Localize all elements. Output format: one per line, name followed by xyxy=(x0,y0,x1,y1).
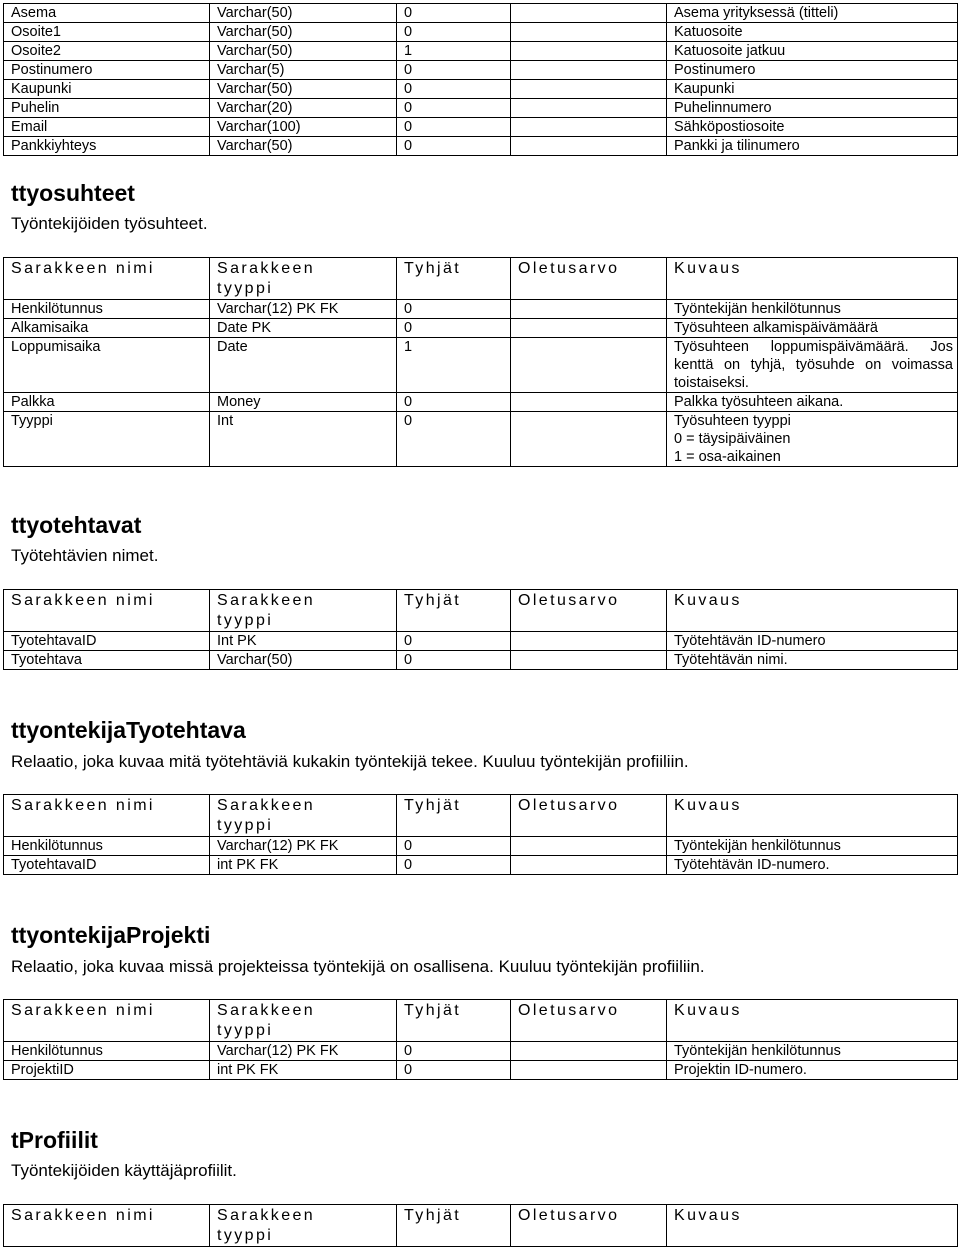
header-description: Kuvaus xyxy=(667,795,958,837)
section-description: Työtehtävien nimet. xyxy=(11,546,159,565)
header-nullable: Tyhjät xyxy=(397,1000,511,1042)
table-row xyxy=(4,1042,958,1061)
column-name-cell: ProjektiID xyxy=(4,1061,210,1080)
table-header xyxy=(4,590,958,632)
column-name-cell: Email xyxy=(4,118,210,137)
description-cell: Kaupunki xyxy=(667,80,958,99)
default-value-cell xyxy=(511,80,667,99)
table-row xyxy=(4,393,958,412)
column-name-cell: Postinumero xyxy=(4,61,210,80)
header-column-name: Sarakkeen nimi xyxy=(4,258,210,300)
column-name-cell: Pankkiyhteys xyxy=(4,137,210,156)
header-column-type: Sarakkeen tyyppi xyxy=(210,590,397,632)
description-cell: Työntekijän henkilötunnus xyxy=(667,837,958,856)
column-name-cell: Tyyppi xyxy=(4,412,210,467)
header-default-value: Oletusarvo xyxy=(511,590,667,632)
section-title: tProfiilit xyxy=(11,1127,98,1153)
header-column-name: Sarakkeen nimi xyxy=(4,590,210,632)
header-column-type: Sarakkeen tyyppi xyxy=(210,1000,397,1042)
column-type-cell: int PK FK xyxy=(210,1061,397,1080)
header-column-type: Sarakkeen tyyppi xyxy=(210,258,397,300)
nullable-cell: 0 xyxy=(397,837,511,856)
default-value-cell xyxy=(511,4,667,23)
column-name-cell: Kaupunki xyxy=(4,80,210,99)
column-type-cell: Varchar(12) PK FK xyxy=(210,837,397,856)
header-row xyxy=(4,795,958,837)
table-ttyontekijaprojekti xyxy=(3,999,958,1080)
header-default-value: Oletusarvo xyxy=(511,795,667,837)
nullable-cell: 0 xyxy=(397,118,511,137)
default-value-cell xyxy=(511,42,667,61)
table-row xyxy=(4,42,958,61)
column-name-cell: Loppumisaika xyxy=(4,338,210,393)
header-column-name: Sarakkeen nimi xyxy=(4,795,210,837)
nullable-cell: 0 xyxy=(397,1042,511,1061)
table-row xyxy=(4,99,958,118)
description-cell: Katuosoite jatkuu xyxy=(667,42,958,61)
header-nullable: Tyhjät xyxy=(397,795,511,837)
nullable-cell: 0 xyxy=(397,632,511,651)
section-description: Relaatio, joka kuvaa missä projekteissa työntekijä on osallisena. Kuuluu työntekijän profiiliin. xyxy=(11,957,705,976)
nullable-cell: 0 xyxy=(397,61,511,80)
section-title: ttyosuhteet xyxy=(11,180,135,206)
section-description: Työntekijöiden työsuhteet. xyxy=(11,214,208,233)
column-type-cell: Date PK xyxy=(210,319,397,338)
nullable-cell: 0 xyxy=(397,319,511,338)
default-value-cell xyxy=(511,837,667,856)
description-cell: Työtehtävän ID-numero. xyxy=(667,856,958,875)
column-name-cell: Henkilötunnus xyxy=(4,1042,210,1061)
table-row xyxy=(4,338,958,393)
header-row xyxy=(4,1205,958,1247)
table-header xyxy=(4,258,958,300)
description-cell: Työntekijän henkilötunnus xyxy=(667,1042,958,1061)
column-name-cell: Osoite2 xyxy=(4,42,210,61)
table-row xyxy=(4,137,958,156)
table-ttyontekijatyotehtava xyxy=(3,794,958,875)
table-row xyxy=(4,300,958,319)
header-nullable: Tyhjät xyxy=(397,258,511,300)
section-title: ttyotehtavat xyxy=(11,512,142,538)
table-row xyxy=(4,319,958,338)
description-cell: Työtehtävän nimi. xyxy=(667,651,958,670)
nullable-cell: 0 xyxy=(397,856,511,875)
nullable-cell: 0 xyxy=(397,4,511,23)
header-description: Kuvaus xyxy=(667,590,958,632)
description-cell: Postinumero xyxy=(667,61,958,80)
nullable-cell: 0 xyxy=(397,80,511,99)
column-name-cell: Henkilötunnus xyxy=(4,837,210,856)
description-cell: Puhelinnumero xyxy=(667,99,958,118)
table-row xyxy=(4,80,958,99)
description-cell: Projektin ID-numero. xyxy=(667,1061,958,1080)
default-value-cell xyxy=(511,118,667,137)
table-ttyotehtavat xyxy=(3,589,958,670)
column-type-cell: Varchar(50) xyxy=(210,42,397,61)
description-cell: Työsuhteen tyyppi 0 = täysipäiväinen 1 = osa-aikainen xyxy=(667,412,958,467)
table-row xyxy=(4,4,958,23)
default-value-cell xyxy=(511,412,667,467)
header-description: Kuvaus xyxy=(667,258,958,300)
nullable-cell: 0 xyxy=(397,99,511,118)
default-value-cell xyxy=(511,1042,667,1061)
column-type-cell: Date xyxy=(210,338,397,393)
header-nullable: Tyhjät xyxy=(397,1205,511,1247)
header-default-value: Oletusarvo xyxy=(511,1205,667,1247)
nullable-cell: 1 xyxy=(397,42,511,61)
column-type-cell: Money xyxy=(210,393,397,412)
description-cell: Pankki ja tilinumero xyxy=(667,137,958,156)
column-type-cell: Int PK xyxy=(210,632,397,651)
description-cell: Työsuhteen loppumispäivämäärä. Jos kenttä on tyhjä, työsuhde on voimassa toistaiseksi. xyxy=(667,338,958,393)
table-body xyxy=(4,4,958,156)
table-row xyxy=(4,651,958,670)
table-body xyxy=(4,837,958,875)
default-value-cell xyxy=(511,319,667,338)
header-column-type: Sarakkeen tyyppi xyxy=(210,795,397,837)
header-nullable: Tyhjät xyxy=(397,590,511,632)
default-value-cell xyxy=(511,393,667,412)
nullable-cell: 0 xyxy=(397,23,511,42)
header-row xyxy=(4,1000,958,1042)
description-cell: Katuosoite xyxy=(667,23,958,42)
default-value-cell xyxy=(511,99,667,118)
default-value-cell xyxy=(511,632,667,651)
default-value-cell xyxy=(511,338,667,393)
column-type-cell: Varchar(50) xyxy=(210,137,397,156)
nullable-cell: 0 xyxy=(397,300,511,319)
column-type-cell: Varchar(50) xyxy=(210,23,397,42)
column-type-cell: Varchar(12) PK FK xyxy=(210,300,397,319)
column-name-cell: Tyotehtava xyxy=(4,651,210,670)
nullable-cell: 0 xyxy=(397,651,511,670)
nullable-cell: 0 xyxy=(397,137,511,156)
column-name-cell: Alkamisaika xyxy=(4,319,210,338)
header-description: Kuvaus xyxy=(667,1000,958,1042)
table-ttyosuhteet xyxy=(3,257,958,467)
default-value-cell xyxy=(511,300,667,319)
default-value-cell xyxy=(511,137,667,156)
section-title: ttyontekijaProjekti xyxy=(11,922,211,948)
description-cell: Työntekijän henkilötunnus xyxy=(667,300,958,319)
column-type-cell: Varchar(5) xyxy=(210,61,397,80)
column-name-cell: TyotehtavaID xyxy=(4,856,210,875)
nullable-cell: 0 xyxy=(397,1061,511,1080)
nullable-cell: 0 xyxy=(397,393,511,412)
table-row xyxy=(4,837,958,856)
table-header xyxy=(4,1000,958,1042)
description-cell: Asema yrityksessä (titteli) xyxy=(667,4,958,23)
table-row xyxy=(4,412,958,467)
default-value-cell xyxy=(511,651,667,670)
column-name-cell: Puhelin xyxy=(4,99,210,118)
column-type-cell: Varchar(50) xyxy=(210,80,397,99)
nullable-cell: 1 xyxy=(397,338,511,393)
column-type-cell: Varchar(50) xyxy=(210,4,397,23)
column-name-cell: Osoite1 xyxy=(4,23,210,42)
column-type-cell: Varchar(50) xyxy=(210,651,397,670)
column-type-cell: Varchar(20) xyxy=(210,99,397,118)
table-body xyxy=(4,1042,958,1080)
table-row xyxy=(4,632,958,651)
header-row xyxy=(4,590,958,632)
description-cell: Palkka työsuhteen aikana. xyxy=(667,393,958,412)
column-name-cell: TyotehtavaID xyxy=(4,632,210,651)
default-value-cell xyxy=(511,856,667,875)
column-type-cell: Varchar(12) PK FK xyxy=(210,1042,397,1061)
nullable-cell: 0 xyxy=(397,412,511,467)
table-body xyxy=(4,632,958,670)
table-row xyxy=(4,61,958,80)
header-row xyxy=(4,258,958,300)
default-value-cell xyxy=(511,1061,667,1080)
table-row xyxy=(4,856,958,875)
default-value-cell xyxy=(511,61,667,80)
header-default-value: Oletusarvo xyxy=(511,1000,667,1042)
column-type-cell: Int xyxy=(210,412,397,467)
description-cell: Sähköpostiosoite xyxy=(667,118,958,137)
description-cell: Työsuhteen alkamispäivämäärä xyxy=(667,319,958,338)
header-column-type: Sarakkeen tyyppi xyxy=(210,1205,397,1247)
header-description: Kuvaus xyxy=(667,1205,958,1247)
header-column-name: Sarakkeen nimi xyxy=(4,1000,210,1042)
column-name-cell: Henkilötunnus xyxy=(4,300,210,319)
column-name-cell: Palkka xyxy=(4,393,210,412)
header-column-name: Sarakkeen nimi xyxy=(4,1205,210,1247)
table-ttyontekijat-continued xyxy=(3,3,958,156)
section-title: ttyontekijaTyotehtava xyxy=(11,717,246,743)
column-name-cell: Asema xyxy=(4,4,210,23)
column-type-cell: int PK FK xyxy=(210,856,397,875)
table-body xyxy=(4,300,958,467)
table-header xyxy=(4,1205,958,1247)
table-row xyxy=(4,23,958,42)
table-row xyxy=(4,1061,958,1080)
description-cell: Työtehtävän ID-numero xyxy=(667,632,958,651)
table-row xyxy=(4,118,958,137)
default-value-cell xyxy=(511,23,667,42)
section-description: Relaatio, joka kuvaa mitä työtehtäviä kukakin työntekijä tekee. Kuuluu työntekijän profiiliin. xyxy=(11,752,689,771)
column-type-cell: Varchar(100) xyxy=(210,118,397,137)
header-default-value: Oletusarvo xyxy=(511,258,667,300)
table-header xyxy=(4,795,958,837)
section-description: Työntekijöiden käyttäjäprofiilit. xyxy=(11,1161,237,1180)
table-tprofiilit xyxy=(3,1204,958,1247)
